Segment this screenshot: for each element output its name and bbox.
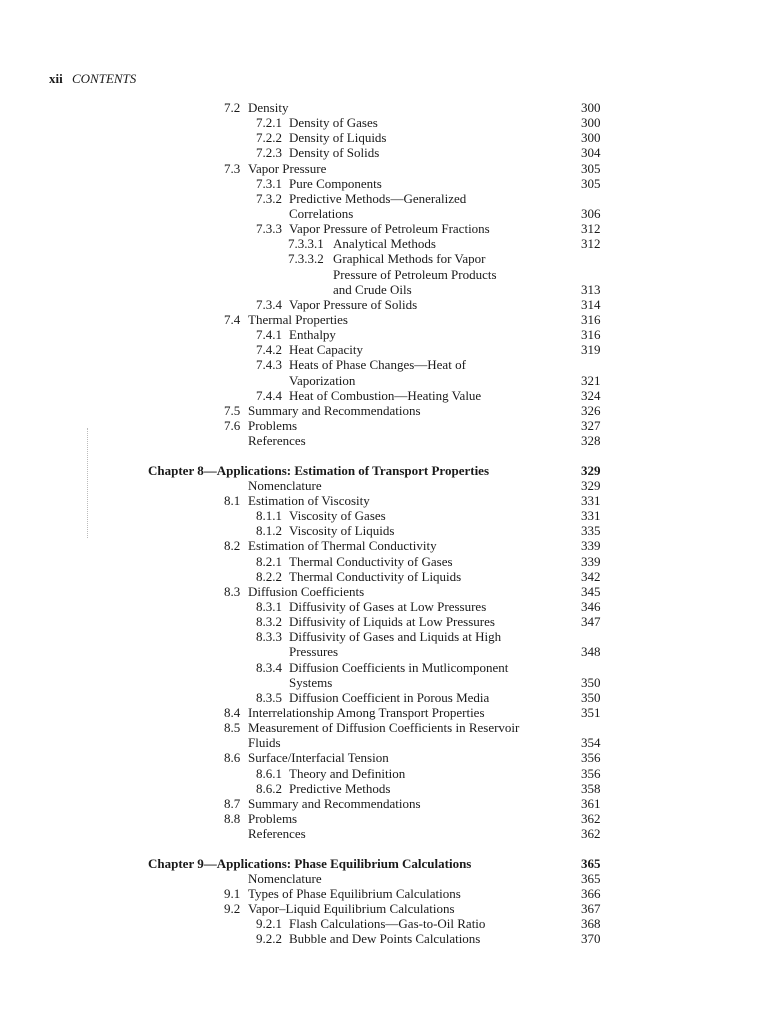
toc-page-number: 356 — [581, 765, 601, 781]
toc-page-number: 342 — [581, 568, 601, 584]
toc-entry — [0, 931, 773, 946]
section-title: Pure Components — [289, 175, 382, 191]
toc-entry — [0, 569, 773, 584]
toc-page-number: 348 — [581, 644, 601, 660]
toc-entry-label — [248, 433, 306, 448]
section-number: 8.2.2 — [256, 568, 282, 584]
toc-page-number: 368 — [581, 916, 601, 932]
toc-entry — [0, 312, 773, 327]
toc-entry-label — [289, 644, 338, 659]
toc-page-number: 350 — [581, 689, 601, 705]
section-title: Diffusivity of Gases and Liquids at High — [289, 629, 502, 645]
toc-page-number: 328 — [581, 433, 601, 449]
toc-entry — [0, 705, 773, 720]
toc-entry-label — [224, 312, 348, 327]
section-number: 8.3.4 — [256, 659, 282, 675]
toc-page-number: 312 — [581, 221, 601, 237]
toc-entry — [0, 644, 773, 659]
toc-entry-label — [256, 781, 390, 796]
toc-entry — [0, 221, 773, 236]
toc-entry-label — [256, 176, 382, 191]
toc-entry-label — [224, 493, 370, 508]
toc-entry-label — [256, 357, 466, 372]
section-title: Nomenclature — [248, 477, 322, 493]
section-number: 7.5 — [224, 402, 241, 418]
toc-entry — [0, 282, 773, 297]
section-number: 8.6 — [224, 750, 241, 766]
toc-entry-label — [248, 871, 322, 886]
section-number: 9.2.2 — [256, 931, 282, 947]
toc-page-number: 339 — [581, 538, 601, 554]
section-title: References — [248, 433, 306, 449]
toc-entry-label — [224, 811, 297, 826]
section-title: Diffusion Coefficient in Porous Media — [289, 689, 490, 705]
section-number: 8.3.5 — [256, 689, 282, 705]
toc-entry — [0, 554, 773, 569]
section-title: Diffusivity of Liquids at Low Pressures — [289, 614, 495, 630]
toc-entry — [0, 373, 773, 388]
section-title: Systems — [289, 674, 333, 690]
toc-page-number: 365 — [581, 855, 601, 871]
section-title: Density of Gases — [289, 115, 378, 131]
section-title: Theory and Definition — [289, 765, 406, 781]
section-title: Thermal Properties — [248, 311, 348, 327]
toc-entry — [0, 523, 773, 538]
toc-entry-label — [289, 206, 353, 221]
section-number: 8.2.1 — [256, 553, 282, 569]
section-number: 8.6.1 — [256, 765, 282, 781]
toc-entry-label — [256, 191, 466, 206]
toc-page-number: 300 — [581, 115, 601, 131]
section-number: 7.2.1 — [256, 115, 282, 131]
toc-entry — [0, 871, 773, 886]
toc-chapter-heading — [0, 856, 773, 871]
section-title: Summary and Recommendations — [248, 402, 421, 418]
section-number: 7.2 — [224, 100, 241, 115]
toc-entry — [0, 886, 773, 901]
section-title: Vapor–Liquid Equilibrium Calculations — [248, 901, 455, 917]
section-number: 7.3.3 — [256, 221, 282, 237]
toc-page-number: 365 — [581, 870, 601, 886]
toc-entry-label — [248, 478, 322, 493]
toc-page-number: 329 — [581, 477, 601, 493]
section-title: Surface/Interfacial Tension — [248, 750, 389, 766]
section-number: 8.1.1 — [256, 508, 282, 524]
toc-entry-label — [224, 796, 421, 811]
toc-entry — [0, 236, 773, 251]
section-number: 9.1 — [224, 886, 241, 902]
section-title: Viscosity of Liquids — [289, 523, 395, 539]
toc-entry-label — [256, 931, 480, 946]
section-title: and Crude Oils — [333, 281, 412, 297]
toc-entry — [0, 766, 773, 781]
toc-page-number: 361 — [581, 795, 601, 811]
section-title: Heats of Phase Changes—Heat of — [289, 357, 466, 373]
toc-entry-label — [224, 705, 485, 720]
toc-entry — [0, 826, 773, 841]
toc-page-number: 354 — [581, 735, 601, 751]
toc-entry-label — [256, 297, 417, 312]
section-title: Diffusivity of Gases at Low Pressures — [289, 599, 487, 614]
section-title: Viscosity of Gases — [289, 508, 386, 524]
section-number: 8.8 — [224, 810, 241, 826]
toc-entry — [0, 403, 773, 418]
section-title: Pressure of Petroleum Products — [333, 266, 497, 282]
section-number: 8.1.2 — [256, 523, 282, 539]
section-number: 7.6 — [224, 417, 241, 433]
toc-entry-label — [224, 584, 364, 599]
toc-entry — [0, 297, 773, 312]
toc-entry — [0, 660, 773, 675]
toc-entry — [0, 675, 773, 690]
section-number: 7.3.1 — [256, 175, 282, 191]
section-title: Vapor Pressure of Solids — [289, 296, 418, 312]
toc-entry — [0, 100, 773, 115]
section-number: 9.2.1 — [256, 916, 282, 932]
section-number: 7.3.3.1 — [288, 236, 324, 252]
section-title: Estimation of Thermal Conductivity — [248, 538, 437, 554]
toc-entry-label — [224, 901, 455, 916]
toc-page-number: 362 — [581, 810, 601, 826]
toc-entry-label — [256, 342, 363, 357]
section-title: Heat Capacity — [289, 342, 363, 358]
toc-entry-label — [256, 388, 481, 403]
toc-entry-label — [224, 750, 389, 765]
toc-entry-label — [224, 418, 297, 433]
section-title: Pressures — [289, 644, 339, 660]
toc-entry — [0, 145, 773, 160]
section-title: Graphical Methods for Vapor — [333, 251, 486, 267]
section-title: Density — [248, 100, 289, 115]
toc-entry — [0, 342, 773, 357]
toc-page-number: 335 — [581, 523, 601, 539]
toc-entry — [0, 811, 773, 826]
toc-entry — [0, 176, 773, 191]
toc-page-number: 331 — [581, 508, 601, 524]
section-number: 7.3.3.2 — [288, 251, 324, 267]
section-title: Heat of Combustion—Heating Value — [289, 387, 482, 403]
section-number: 9.2 — [224, 901, 241, 917]
section-number: 7.2.3 — [256, 145, 282, 161]
section-title: Thermal Conductivity of Gases — [289, 553, 453, 569]
running-title: CONTENTS — [71, 71, 137, 86]
toc-entry — [0, 493, 773, 508]
toc-entry — [0, 614, 773, 629]
toc-page-number: 366 — [581, 886, 601, 902]
toc-entry — [0, 388, 773, 403]
section-number: 7.2.2 — [256, 130, 282, 146]
toc-page-number: 346 — [581, 599, 601, 614]
toc-page-number: 331 — [581, 493, 601, 509]
section-title: Diffusion Coefficients in Mutlicomponent — [289, 659, 509, 675]
toc-entry-label — [224, 161, 326, 176]
toc-page-number: 358 — [581, 780, 601, 796]
section-title: Bubble and Dew Points Calculations — [289, 931, 481, 947]
toc-page-number: 316 — [581, 327, 601, 343]
toc-entry — [0, 508, 773, 523]
toc-entry-label — [224, 886, 461, 901]
toc-page-number: 305 — [581, 175, 601, 191]
toc-entry-label — [256, 629, 501, 644]
toc-entry-label — [256, 690, 489, 705]
section-title: Predictive Methods — [289, 780, 391, 796]
toc-entry — [0, 690, 773, 705]
toc-entry — [0, 901, 773, 916]
section-number: 7.4.3 — [256, 357, 282, 373]
toc-page-number: 370 — [581, 931, 601, 947]
section-number: 7.4.4 — [256, 387, 282, 403]
toc-page-number: 304 — [581, 145, 601, 161]
toc-page-number: 329 — [581, 462, 601, 478]
toc-entry-label — [289, 373, 355, 388]
toc-entry-label — [256, 766, 405, 781]
toc-page-number: 321 — [581, 372, 601, 388]
toc-entry-label — [256, 221, 490, 236]
section-number: 8.3.1 — [256, 599, 282, 614]
toc-entry-label — [256, 916, 485, 931]
toc-entry-label — [288, 236, 436, 251]
toc-entry — [0, 191, 773, 206]
toc-entry — [0, 916, 773, 931]
section-title: Flash Calculations—Gas-to-Oil Ratio — [289, 916, 486, 932]
section-title: Measurement of Diffusion Coefficients in Reservoir — [248, 720, 520, 736]
page-number: xii — [49, 71, 63, 86]
toc-entry-label — [148, 463, 489, 478]
section-number: 7.4.1 — [256, 327, 282, 343]
section-number: 7.4.2 — [256, 342, 282, 358]
section-number: 7.3 — [224, 160, 241, 176]
section-number: 8.5 — [224, 720, 241, 736]
toc-entry — [0, 478, 773, 493]
toc-entry-label — [256, 569, 461, 584]
section-title: Types of Phase Equilibrium Calculations — [248, 886, 461, 902]
section-number: 8.3.2 — [256, 614, 282, 630]
section-number: 7.3.4 — [256, 296, 282, 312]
toc-entry-label — [256, 130, 387, 145]
toc-page-number: 306 — [581, 205, 601, 221]
toc-entry-label — [333, 282, 412, 297]
toc-entry-label — [248, 826, 306, 841]
section-title: Vapor Pressure — [248, 160, 327, 176]
toc-entry — [0, 206, 773, 221]
toc-page-number: 300 — [581, 130, 601, 146]
toc-entry-label — [288, 251, 485, 266]
toc-entry — [0, 357, 773, 372]
toc-entry-label — [256, 145, 379, 160]
toc-page-number: 356 — [581, 750, 601, 766]
toc-entry — [0, 251, 773, 266]
toc-entry-label — [224, 100, 288, 115]
toc-page-number: 350 — [581, 674, 601, 690]
toc-entry-label — [289, 675, 332, 690]
toc-chapter-heading — [0, 463, 773, 478]
toc-entry — [0, 130, 773, 145]
section-title: Summary and Recommendations — [248, 795, 421, 811]
section-title: Analytical Methods — [333, 236, 436, 252]
toc-entry — [0, 433, 773, 448]
toc-entry — [0, 327, 773, 342]
toc-entry-label — [256, 614, 495, 629]
section-title: Diffusion Coefficients — [248, 583, 365, 599]
toc-entry-label — [256, 327, 336, 342]
toc-page-number: 305 — [581, 160, 601, 176]
toc-entry — [0, 735, 773, 750]
toc-page-number: 367 — [581, 901, 601, 917]
section-number: 7.4 — [224, 311, 241, 327]
section-title: Interrelationship Among Transport Properties — [248, 704, 485, 720]
toc-entry-label — [224, 720, 519, 735]
section-title: Chapter 9—Applications: Phase Equilibrium Calculations — [148, 855, 472, 871]
toc-page-number: 313 — [581, 281, 601, 297]
section-number: 8.4 — [224, 704, 241, 720]
toc-entry-label — [256, 508, 386, 523]
section-title: Density of Solids — [289, 145, 380, 161]
toc-entry — [0, 750, 773, 765]
table-of-contents — [0, 100, 773, 947]
toc-page-number: 362 — [581, 826, 601, 842]
toc-page-number: 339 — [581, 553, 601, 569]
toc-page-number: 319 — [581, 342, 601, 358]
toc-page-number: 347 — [581, 614, 601, 630]
toc-entry-label — [256, 554, 453, 569]
section-number: 8.7 — [224, 795, 241, 811]
toc-page-number: 314 — [581, 296, 601, 312]
section-number: 8.3.3 — [256, 629, 282, 645]
section-number: 8.2 — [224, 538, 241, 554]
section-title: Thermal Conductivity of Liquids — [289, 568, 462, 584]
section-title: Fluids — [248, 735, 281, 751]
toc-entry — [0, 629, 773, 644]
toc-entry-label — [256, 660, 508, 675]
section-number: 8.3 — [224, 583, 241, 599]
section-number: 8.6.2 — [256, 780, 282, 796]
toc-entry-label — [248, 735, 281, 750]
toc-entry — [0, 781, 773, 796]
section-title: Vapor Pressure of Petroleum Fractions — [289, 221, 490, 237]
running-head — [49, 70, 136, 88]
toc-entry — [0, 115, 773, 130]
toc-page-number: 326 — [581, 402, 601, 418]
toc-entry — [0, 796, 773, 811]
section-title: Correlations — [289, 205, 354, 221]
toc-page-number: 324 — [581, 387, 601, 403]
toc-page-number: 316 — [581, 311, 601, 327]
toc-entry — [0, 584, 773, 599]
section-title: Vaporization — [289, 372, 356, 388]
toc-entry-label — [224, 538, 437, 553]
toc-entry — [0, 418, 773, 433]
toc-page-number: 300 — [581, 100, 601, 115]
section-title: Density of Liquids — [289, 130, 387, 146]
toc-entry — [0, 720, 773, 735]
toc-entry-label — [256, 115, 378, 130]
toc-entry — [0, 267, 773, 282]
section-title: Estimation of Viscosity — [248, 493, 370, 509]
section-title: Chapter 8—Applications: Estimation of Transport Properties — [148, 462, 490, 478]
toc-entry — [0, 161, 773, 176]
toc-entry-label — [256, 523, 394, 538]
toc-page-number: 345 — [581, 583, 601, 599]
section-title: Problems — [248, 810, 298, 826]
toc-page-number: 312 — [581, 236, 601, 252]
section-title: References — [248, 826, 306, 842]
toc-entry-label — [333, 267, 497, 282]
section-number: 8.1 — [224, 493, 241, 509]
section-title: Predictive Methods—Generalized — [289, 190, 467, 206]
toc-entry — [0, 538, 773, 553]
section-title: Nomenclature — [248, 870, 322, 886]
section-title: Problems — [248, 417, 298, 433]
toc-entry-label — [148, 856, 471, 871]
section-number: 7.3.2 — [256, 190, 282, 206]
toc-page-number: 351 — [581, 704, 601, 720]
toc-page-number: 327 — [581, 417, 601, 433]
toc-entry-label — [224, 403, 421, 418]
section-title: Enthalpy — [289, 327, 336, 343]
toc-entry — [0, 599, 773, 614]
toc-entry-label — [256, 599, 486, 614]
